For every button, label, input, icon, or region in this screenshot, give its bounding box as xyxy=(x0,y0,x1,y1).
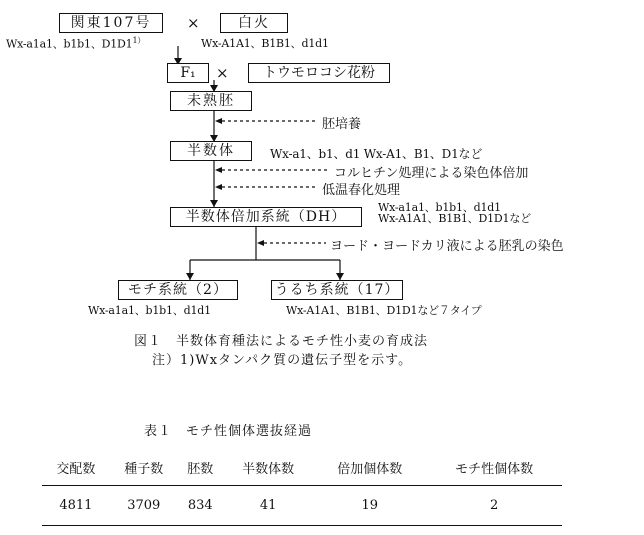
cross-symbol-2: × xyxy=(216,64,229,82)
embryo-culture-note: 胚培養 xyxy=(322,117,362,132)
haploid-box xyxy=(170,141,252,161)
parent2-label: 白火 xyxy=(238,15,270,31)
immature-embryo-box xyxy=(170,91,252,111)
cell-crosses: 4811 xyxy=(42,486,110,526)
nonwaxy-line-label: うるち系統（17） xyxy=(274,282,400,298)
table-title: 表１ モチ性個体選抜経過 xyxy=(144,424,313,439)
parent1-genotype: Wx-a1a1、b1b1、D1D1 xyxy=(6,37,133,51)
figure-caption: 図１ 半数体育種法によるモチ性小麦の育成法 xyxy=(134,334,429,349)
colchicine-note: コルヒチン処理による染色体倍加 xyxy=(334,166,529,181)
dh-label: 半数体倍加系統（DH） xyxy=(185,209,347,225)
vernalization-note: 低温春化処理 xyxy=(322,183,401,198)
cell-waxy: 2 xyxy=(426,486,562,526)
dh-genotype-line2: Wx-A1A1、B1B1、D1D1など xyxy=(378,212,531,225)
dh-box xyxy=(170,207,362,227)
iodine-note: ヨード・ヨードカリ液による胚乳の染色 xyxy=(330,239,564,254)
header-seeds: 種子数 xyxy=(110,450,178,486)
header-waxy: モチ性個体数 xyxy=(426,450,562,486)
footnote-mark: 1） xyxy=(132,36,146,45)
f1-box xyxy=(167,63,209,83)
parent1-label: 関東107号 xyxy=(70,15,152,31)
waxy-genotype: Wx-a1a1、b1b1、d1d1 xyxy=(88,304,211,317)
cell-embryos: 834 xyxy=(178,486,223,526)
immature-embryo-label: 未熟胚 xyxy=(187,93,235,109)
header-crosses: 交配数 xyxy=(42,450,110,486)
nonwaxy-line-box xyxy=(271,280,403,300)
haploid-label: 半数体 xyxy=(187,143,235,159)
table-row xyxy=(42,486,562,526)
dh-genotype xyxy=(378,202,531,224)
f1-label: F₁ xyxy=(180,65,196,81)
haploid-genotype: Wx-a1、b1、d1 Wx-A1、B1、D1など xyxy=(270,147,483,161)
parent2-genotype: Wx-A1A1、B1B1、d1d1 xyxy=(201,37,329,50)
cross-symbol-1: × xyxy=(187,14,200,32)
dh-genotype-line1: Wx-a1a1、b1b1、d1d1 xyxy=(378,201,501,214)
parent1-box xyxy=(59,13,163,33)
table-header-row xyxy=(42,450,562,486)
pollen-box xyxy=(248,63,390,83)
waxy-line-label: モチ系統（2） xyxy=(128,282,228,298)
nonwaxy-genotype: Wx-A1A1、B1B1、D1D1など７タイプ xyxy=(286,304,482,317)
header-embryos: 胚数 xyxy=(178,450,223,486)
header-doubled: 倍加個体数 xyxy=(313,450,426,486)
cell-seeds: 3709 xyxy=(110,486,178,526)
pollen-label: トウモロコシ花粉 xyxy=(263,65,375,81)
cell-haploids: 41 xyxy=(223,486,313,526)
parent1-genotype-line xyxy=(6,35,145,52)
parent2-box xyxy=(220,13,288,33)
waxy-line-box xyxy=(118,280,238,300)
header-haploids: 半数体数 xyxy=(223,450,313,486)
selection-table xyxy=(42,450,562,526)
cell-doubled: 19 xyxy=(313,486,426,526)
figure-note: 注）1)Wxタンパク質の遺伝子型を示す。 xyxy=(152,353,413,368)
